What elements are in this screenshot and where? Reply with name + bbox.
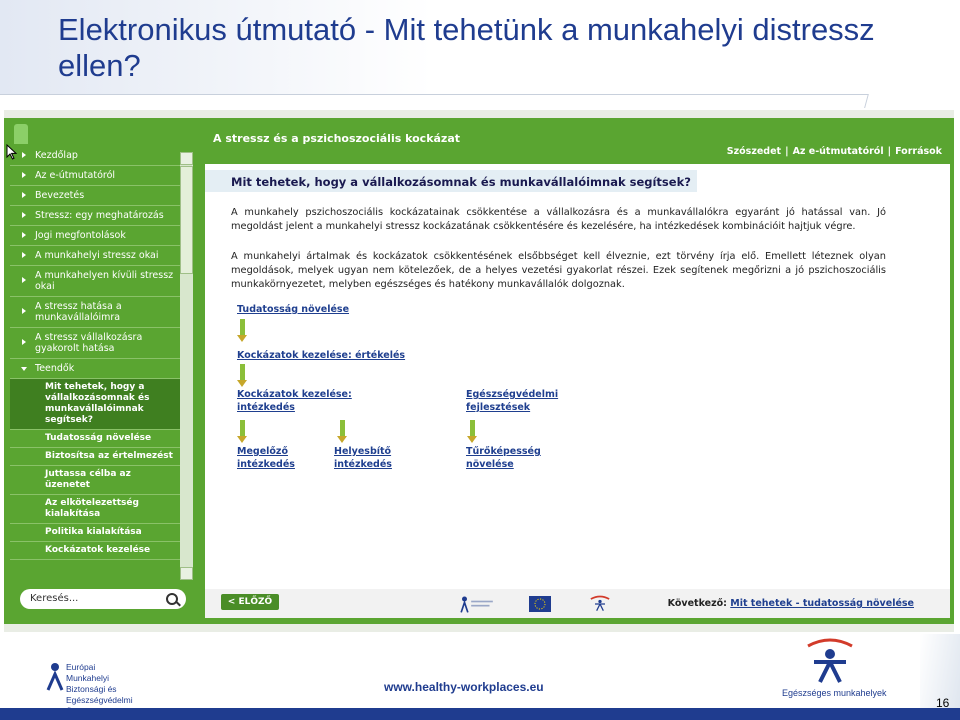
top-links xyxy=(727,146,942,157)
e-guide-app xyxy=(4,118,954,624)
flow-awareness-link[interactable]: Tudatosság növelése xyxy=(237,304,350,315)
question-bar xyxy=(205,170,697,192)
flow-measures-link[interactable]: Kockázatok kezelése: intézkedés xyxy=(237,389,352,413)
flow-health-link[interactable]: Egészségvédelmi fejlesztések xyxy=(466,389,559,413)
previous-button[interactable]: < ELŐZŐ xyxy=(221,594,279,610)
page-number: 16 xyxy=(936,696,950,710)
arrow-right-icon xyxy=(22,152,26,158)
arrow-right-icon xyxy=(22,252,26,258)
agency-name: Európai Munkahelyi Biztonsági és Egészségvédelmi xyxy=(66,662,133,705)
question-heading: Mit tehetek, hogy a vállalkozásomnak és munkavállalóimnak segítsek? xyxy=(231,175,691,189)
nav-item-home[interactable]: Kezdőlap xyxy=(10,146,180,166)
glossary-link[interactable]: Szószedet xyxy=(726,146,782,157)
search-placeholder: Keresés... xyxy=(30,593,79,604)
eu-osha-logo-icon xyxy=(455,594,499,614)
flow-arrow-down-icon xyxy=(240,319,245,335)
next-page-link[interactable]: Mit tehetek - tudatosság növelése xyxy=(730,598,914,609)
flow-assess-link[interactable]: Kockázatok kezelése: értékelés xyxy=(237,350,406,361)
eu-osha-agency-icon xyxy=(46,662,64,692)
flow-prevent-link[interactable]: Megelőző intézkedés xyxy=(237,446,295,470)
nav-item-stress-definition[interactable]: Stressz: egy meghatározás xyxy=(10,206,180,226)
bottom-band xyxy=(0,708,960,720)
nav-item-workplace-causes[interactable]: A munkahelyi stressz okai xyxy=(10,246,180,266)
nav-item-effect-on-business[interactable]: A stressz vállalkozásra gyakorolt hatása xyxy=(10,328,180,359)
intro-paragraph-2: A munkahelyi ártalmak és kockázatok csökkentésének elsőbbséget kell élveznie, ezt törvény írja elő. Emellett léteznek olyan megoldások, melyek ugyan nem kötelezőek, de a helyes vezetési gyakorlat részei. Ezek segítenek megőrizni a jó pszichoszociális munkakörnyezetet, melyben egészséges és hatékony munkavállalók dolgoznak. xyxy=(231,251,886,290)
next-prefix: Következő: xyxy=(667,598,727,609)
nav-top-bar xyxy=(10,124,194,144)
arrow-down-icon xyxy=(21,367,27,371)
scroll-down-icon[interactable] xyxy=(180,567,193,580)
link-separator: | xyxy=(887,146,892,157)
title-divider-tail xyxy=(864,94,869,108)
sub-item-risk-management[interactable]: Kockázatok kezelése xyxy=(10,542,180,560)
scroll-thumb[interactable] xyxy=(180,166,193,274)
main-panel xyxy=(205,124,950,618)
sub-item-awareness[interactable]: Tudatosság növelése xyxy=(10,430,180,448)
flow-resilience-link[interactable]: Tűrőképesség növelése xyxy=(466,446,541,470)
flow-arrow-down-icon xyxy=(240,420,245,436)
next-link-area xyxy=(668,598,914,609)
sub-item-ensure-understanding[interactable]: Biztosítsa az értelmezést xyxy=(10,448,180,466)
footer-url: www.healthy-workplaces.eu xyxy=(384,680,544,694)
mouse-cursor-icon xyxy=(6,144,18,160)
sub-item-what-can-i-do[interactable]: Mit tehetek, hogy a vállalkozásomnak és munkavállalóimnak segítsek? xyxy=(10,379,180,430)
slide-title: Elektronikus útmutató - Mit tehetünk a munkahelyi distressz ellen? xyxy=(58,12,875,83)
title-divider xyxy=(0,94,868,95)
healthy-workplaces-logo-icon xyxy=(585,594,615,614)
nav-item-about[interactable]: Az e-útmutatóról xyxy=(10,166,180,186)
left-navigation-panel xyxy=(8,124,196,618)
flow-remedy-link[interactable]: Helyesbítő intézkedés xyxy=(334,446,392,470)
arrow-right-icon xyxy=(22,192,26,198)
search-input[interactable] xyxy=(20,589,186,609)
arrow-right-icon xyxy=(22,172,26,178)
section-title: A stressz és a pszichoszociális kockázat xyxy=(213,132,461,145)
arrow-right-icon xyxy=(22,339,26,345)
arrow-right-icon xyxy=(22,212,26,218)
nav-item-tasks[interactable]: Teendők xyxy=(10,359,180,379)
sub-item-commitment[interactable]: Az elkötelezettség kialakítása xyxy=(10,495,180,524)
agency-logo xyxy=(46,662,133,705)
scroll-up-icon[interactable] xyxy=(180,152,193,165)
eu-flag-icon xyxy=(529,594,551,614)
link-separator: | xyxy=(785,146,789,157)
nav-item-legal[interactable]: Jogi megfontolások xyxy=(10,226,180,246)
arrow-right-icon xyxy=(22,232,26,238)
sources-link[interactable]: Források xyxy=(895,146,942,157)
e-guide-screenshot xyxy=(4,110,954,632)
nav-item-effect-on-workers[interactable]: A stressz hatása a munkavállalóimra xyxy=(10,297,180,328)
about-link[interactable]: Az e-útmutatóról xyxy=(792,146,884,157)
flow-arrow-down-icon xyxy=(340,420,345,436)
content-area xyxy=(205,164,950,589)
arrow-right-icon xyxy=(22,308,26,314)
nav-item-introduction[interactable]: Bevezetés xyxy=(10,186,180,206)
sub-item-policy[interactable]: Politika kialakítása xyxy=(10,524,180,542)
arrow-right-icon xyxy=(22,277,26,283)
nav-tab[interactable] xyxy=(14,124,28,144)
flow-arrow-down-icon xyxy=(240,364,245,380)
bottom-nav-bar xyxy=(205,589,950,618)
intro-paragraph-1: A munkahely pszichoszociális kockázatainak csökkentése a vállalkozásra és a munkavállalókra egyaránt jó hatással van. Jó megoldást jelent a munkahelyi stressz kockázatának csökkentésére és kezelésére, ha intézkedések kombinációit hajtjuk végre. xyxy=(231,207,886,232)
sub-item-deliver-message[interactable]: Juttassa célba az üzenetet xyxy=(10,466,180,495)
campaign-name: Egészséges munkahelyek xyxy=(782,688,887,698)
flow-arrow-down-icon xyxy=(470,420,475,436)
nav-list xyxy=(10,146,180,576)
search-icon[interactable] xyxy=(166,593,178,605)
nav-item-external-causes[interactable]: A munkahelyen kívüli stressz okai xyxy=(10,266,180,297)
nav-scrollbar[interactable] xyxy=(180,152,193,580)
